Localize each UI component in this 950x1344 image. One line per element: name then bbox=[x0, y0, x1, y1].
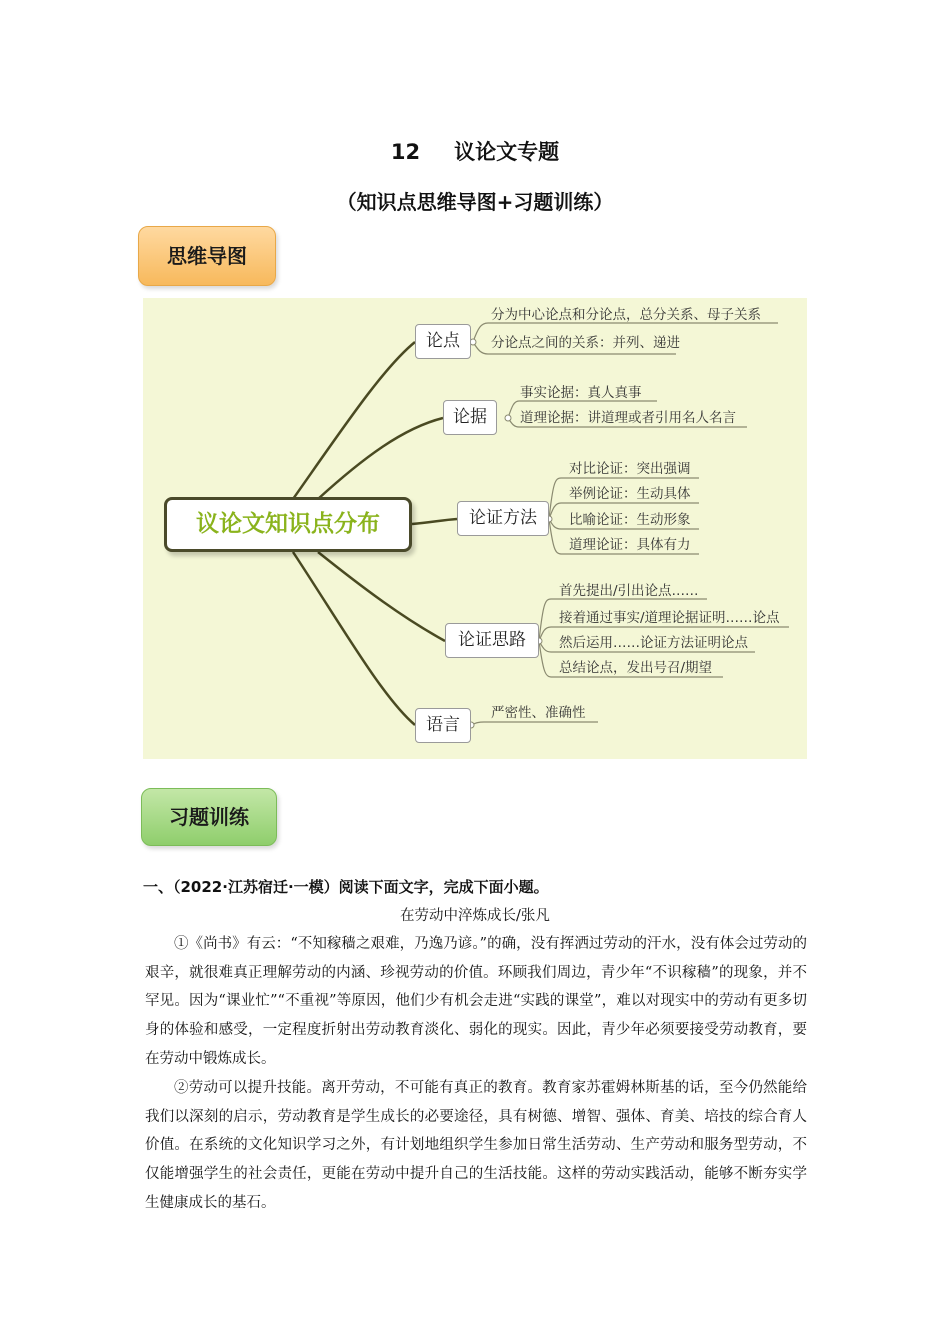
leaf-item: 对比论证：突出强调 bbox=[569, 461, 691, 477]
article-paragraph: ②劳动可以提升技能。离开劳动，不可能有真正的教育。教育家苏霍姆林斯基的话，至今仍然能给我们以深刻的启示，劳动教育是学生成长的必要途径，具有树德、增智、强体、育美、培技的综合育人价值。在系统的文化知识学习之外，有计划地组织学生参加日常生活劳动、生产劳动和服务型劳动，不仅能增强学生的社会责任，更能在劳动中提升自己的生活技能。这样的劳动实践活动，能够不断夯实学生健康成长的基石。 bbox=[145, 1080, 807, 1211]
leaf-item: 首先提出/引出论点…… bbox=[559, 583, 699, 599]
leaf-item: 举例论证：生动具体 bbox=[569, 486, 691, 502]
connector-center-lundian bbox=[293, 342, 415, 499]
mind-map-section-label: 思维导图 bbox=[138, 226, 276, 286]
document-title bbox=[0, 136, 950, 166]
leaf-item: 分为中心论点和分论点，总分关系、母子关系 bbox=[491, 307, 761, 323]
leaf-item: 比喻论证：生动形象 bbox=[569, 512, 691, 528]
leaf-item: 总结论点，发出号召/期望 bbox=[559, 660, 713, 676]
article-paragraph: ①《尚书》有云：“不知稼穑之艰难，乃逸乃谚。”的确，没有挥洒过劳动的汗水，没有体会过劳动的艰辛，就很难真正理解劳动的内涵、珍视劳动的价值。环顾我们周边，青少年“不识稼穑”的现象，并不罕见。因为“课业忙”“不重视”等原因，他们少有机会走进“实践的课堂”，难以对现实中的劳动有更多切身的体验和感受，一定程度折射出劳动教育淡化、弱化的现实。因此，青少年必须要接受劳动教育，要在劳动中锻炼成长。 bbox=[145, 936, 807, 1067]
question-heading: 一、（2022·江苏宿迁·一模）阅读下面文字，完成下面小题。 bbox=[143, 878, 549, 896]
mind-map bbox=[143, 298, 807, 759]
connector-center-lunju bbox=[318, 418, 443, 499]
document-subtitle: （知识点思维导图+习题训练） bbox=[336, 190, 614, 214]
branch-lunju: 论据 bbox=[443, 400, 497, 435]
connector-center-yuyan bbox=[293, 552, 415, 725]
leaf-item: 事实论据：真人真事 bbox=[520, 385, 642, 401]
branch-lunzheng-silu: 论证思路 bbox=[445, 623, 539, 658]
branch-yuyan: 语言 bbox=[415, 708, 471, 743]
mind-map-center-node: 议论文知识点分布 bbox=[164, 497, 412, 552]
exercise-section-label: 习题训练 bbox=[141, 788, 277, 846]
connector-center-fangfa bbox=[412, 519, 457, 524]
leaf-item: 接着通过事实/道理论据证明……论点 bbox=[559, 610, 780, 626]
title-text: 议论文专题 bbox=[454, 140, 560, 164]
leaf-item: 道理论据：讲道理或者引用名人名言 bbox=[520, 410, 736, 426]
connector-center-silu bbox=[318, 552, 445, 641]
leaf-item: 道理论证：具体有力 bbox=[569, 537, 691, 553]
leaf-item: 严密性、准确性 bbox=[491, 705, 586, 721]
leaf-item: 分论点之间的关系：并列、递进 bbox=[491, 335, 680, 351]
branch-lundian: 论点 bbox=[415, 324, 471, 359]
article-title: 在劳动中淬炼成长/张凡 bbox=[400, 908, 550, 924]
branch-lunzheng-fangfa: 论证方法 bbox=[457, 501, 549, 536]
leaf-item: 然后运用……论证方法证明论点 bbox=[559, 635, 748, 651]
title-number: 12 bbox=[390, 140, 421, 164]
